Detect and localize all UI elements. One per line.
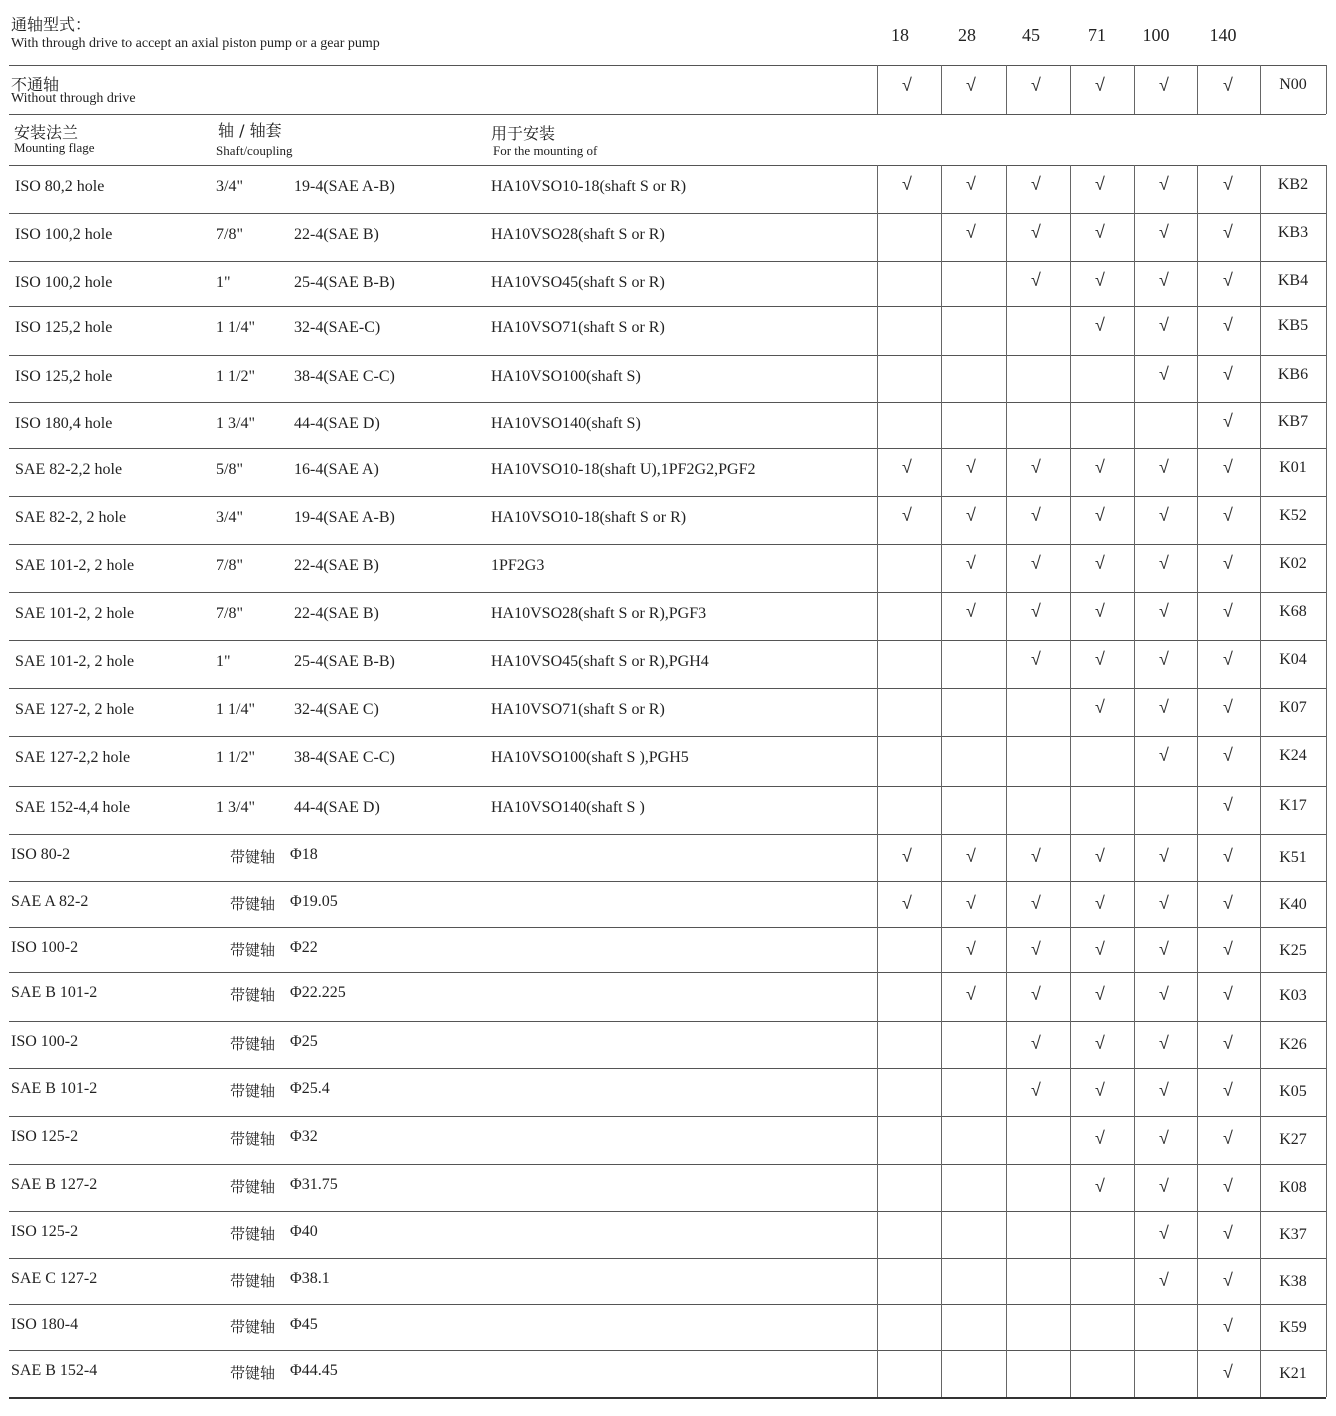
check-mark-71: √ <box>1095 939 1105 960</box>
row-divider <box>9 355 1326 356</box>
check-mark-140: √ <box>1223 270 1233 291</box>
check-mark-140: √ <box>1223 846 1233 867</box>
check-mark-18: √ <box>902 457 912 478</box>
shaft-size: 1" <box>216 653 231 670</box>
order-code: K51 <box>1279 849 1307 866</box>
row-divider <box>9 1397 1326 1399</box>
check-mark-28: √ <box>966 75 976 96</box>
shaft-diameter: Φ31.75 <box>290 1176 338 1193</box>
check-mark-18: √ <box>902 505 912 526</box>
order-code: K52 <box>1279 507 1307 524</box>
row-divider <box>9 1350 1326 1351</box>
mounting-flange: ISO 180-4 <box>11 1316 79 1333</box>
column-divider <box>1197 65 1198 114</box>
check-mark-100: √ <box>1159 222 1169 243</box>
check-mark-71: √ <box>1095 553 1105 574</box>
check-mark-18: √ <box>902 174 912 195</box>
column-divider <box>941 65 942 114</box>
check-mark-71: √ <box>1095 315 1105 336</box>
order-code: K40 <box>1279 896 1307 913</box>
check-mark-45: √ <box>1031 222 1041 243</box>
check-mark-140: √ <box>1223 222 1233 243</box>
check-mark-18: √ <box>902 75 912 96</box>
check-mark-100: √ <box>1159 1223 1169 1244</box>
column-divider <box>877 165 878 1397</box>
mounting-flange: SAE 152-4,4 hole <box>15 799 131 816</box>
order-code: K02 <box>1279 555 1307 572</box>
check-mark-45: √ <box>1031 553 1041 574</box>
mounting-target: HA10VSO10-18(shaft S or R) <box>491 509 687 526</box>
row-divider <box>9 972 1326 973</box>
col-use-en: For the mounting of <box>493 143 598 158</box>
check-mark-140: √ <box>1223 1033 1233 1054</box>
check-mark-140: √ <box>1223 1270 1233 1291</box>
check-mark-140: √ <box>1223 697 1233 718</box>
shaft-diameter: Φ45 <box>290 1316 318 1333</box>
column-divider <box>1134 165 1135 1397</box>
coupling-spec: 22-4(SAE B) <box>294 226 379 243</box>
check-mark-140: √ <box>1223 939 1233 960</box>
row-divider <box>9 786 1326 787</box>
size-100: 100 <box>1142 25 1170 45</box>
order-code: K25 <box>1279 942 1307 959</box>
check-mark-71: √ <box>1095 984 1105 1005</box>
check-mark-100: √ <box>1159 745 1169 766</box>
key-shaft-label: 带键轴 <box>230 1364 276 1382</box>
column-divider <box>1134 65 1135 114</box>
mounting-target: HA10VSO140(shaft S ) <box>491 799 645 816</box>
check-mark-100: √ <box>1159 697 1169 718</box>
check-mark-100: √ <box>1159 457 1169 478</box>
mounting-target: HA10VSO10-18(shaft S or R) <box>491 178 687 195</box>
check-mark-45: √ <box>1031 939 1041 960</box>
row-divider <box>9 261 1326 262</box>
check-mark-28: √ <box>966 505 976 526</box>
row-divider <box>9 65 1326 66</box>
check-mark-140: √ <box>1223 1316 1233 1337</box>
mounting-flange: SAE C 127-2 <box>11 1270 98 1287</box>
check-mark-140: √ <box>1223 315 1233 336</box>
check-mark-45: √ <box>1031 174 1041 195</box>
mounting-target: 1PF2G3 <box>491 557 545 574</box>
row-divider <box>9 1021 1326 1022</box>
order-code: K27 <box>1279 1131 1307 1148</box>
check-mark-140: √ <box>1223 1128 1233 1149</box>
check-mark-100: √ <box>1159 846 1169 867</box>
size-45: 45 <box>1022 25 1040 45</box>
coupling-spec: 19-4(SAE A-B) <box>294 509 395 526</box>
mounting-flange: SAE B 101-2 <box>11 984 98 1001</box>
no-through-label-en: Without through drive <box>11 91 136 106</box>
shaft-size: 3/4" <box>216 509 243 526</box>
col-flange-cn: 安装法兰 <box>14 123 79 142</box>
check-mark-140: √ <box>1223 174 1233 195</box>
check-mark-45: √ <box>1031 270 1041 291</box>
column-divider <box>941 165 942 1397</box>
check-mark-140: √ <box>1223 1080 1233 1101</box>
column-divider <box>1326 65 1327 114</box>
check-mark-140: √ <box>1223 411 1233 432</box>
row-divider <box>9 1258 1326 1259</box>
order-code: K08 <box>1279 1179 1307 1196</box>
row-divider <box>9 592 1326 593</box>
order-code: KB5 <box>1277 317 1309 334</box>
column-divider <box>1006 165 1007 1397</box>
check-mark-45: √ <box>1031 893 1041 914</box>
key-shaft-label: 带键轴 <box>230 1178 276 1196</box>
order-code: K21 <box>1279 1365 1307 1382</box>
check-mark-18: √ <box>902 846 912 867</box>
shaft-size: 1 1/2" <box>216 749 255 766</box>
row-divider <box>9 402 1326 403</box>
check-mark-71: √ <box>1095 1080 1105 1101</box>
check-mark-71: √ <box>1095 601 1105 622</box>
order-code: K68 <box>1279 603 1307 620</box>
column-divider <box>877 65 878 114</box>
key-shaft-label: 带键轴 <box>230 848 276 866</box>
order-code: K26 <box>1279 1036 1307 1053</box>
mounting-flange: SAE B 127-2 <box>11 1176 98 1193</box>
row-divider <box>9 881 1326 882</box>
row-divider <box>9 448 1326 449</box>
order-code: K05 <box>1279 1083 1307 1100</box>
mounting-target: HA10VSO28(shaft S or R) <box>491 226 665 243</box>
mounting-flange: ISO 125-2 <box>11 1223 79 1240</box>
check-mark-100: √ <box>1159 893 1169 914</box>
check-mark-28: √ <box>966 174 976 195</box>
no-through-label-cn: 不通轴 <box>11 75 60 94</box>
mounting-target: HA10VSO100(shaft S) <box>491 368 641 385</box>
check-mark-71: √ <box>1095 1176 1105 1197</box>
check-mark-71: √ <box>1095 1128 1105 1149</box>
shaft-diameter: Φ40 <box>290 1223 318 1240</box>
mounting-flange: ISO 100-2 <box>11 939 79 956</box>
check-mark-140: √ <box>1223 75 1233 96</box>
key-shaft-label: 带键轴 <box>230 1130 276 1148</box>
check-mark-71: √ <box>1095 222 1105 243</box>
check-mark-18: √ <box>902 893 912 914</box>
check-mark-28: √ <box>966 553 976 574</box>
mounting-flange: ISO 180,4 hole <box>15 415 113 432</box>
mounting-target: HA10VSO71(shaft S or R) <box>491 701 665 718</box>
column-divider <box>1197 165 1198 1397</box>
coupling-spec: 19-4(SAE A-B) <box>294 178 395 195</box>
shaft-size: 1" <box>216 274 231 291</box>
check-mark-45: √ <box>1031 984 1041 1005</box>
title-en: With through drive to accept an axial piston pump or a gear pump <box>11 36 380 51</box>
check-mark-28: √ <box>966 846 976 867</box>
row-divider <box>9 306 1326 307</box>
col-shaft-en: Shaft/coupling <box>216 143 293 158</box>
check-mark-140: √ <box>1223 984 1233 1005</box>
check-mark-100: √ <box>1159 364 1169 385</box>
check-mark-140: √ <box>1223 1176 1233 1197</box>
row-divider <box>9 736 1326 737</box>
row-divider <box>9 1211 1326 1212</box>
check-mark-100: √ <box>1159 270 1169 291</box>
order-code: KB7 <box>1277 413 1309 430</box>
col-flange-en: Mounting flage <box>14 140 95 155</box>
check-mark-71: √ <box>1095 649 1105 670</box>
check-mark-45: √ <box>1031 601 1041 622</box>
order-code: N00 <box>1279 76 1307 93</box>
title-cn: 通轴型式： <box>11 15 92 34</box>
shaft-size: 1 1/4" <box>216 319 255 336</box>
col-use-cn: 用于安装 <box>491 124 556 143</box>
check-mark-100: √ <box>1159 1176 1169 1197</box>
key-shaft-label: 带键轴 <box>230 1082 276 1100</box>
shaft-size: 7/8" <box>216 557 243 574</box>
check-mark-100: √ <box>1159 1033 1169 1054</box>
key-shaft-label: 带键轴 <box>230 1318 276 1336</box>
col-shaft-cn: 轴 / 轴套 <box>218 121 282 140</box>
check-mark-140: √ <box>1223 457 1233 478</box>
coupling-spec: 25-4(SAE B-B) <box>294 274 395 291</box>
check-mark-100: √ <box>1159 315 1169 336</box>
row-divider <box>9 1304 1326 1305</box>
check-mark-45: √ <box>1031 1080 1041 1101</box>
check-mark-71: √ <box>1095 893 1105 914</box>
check-mark-100: √ <box>1159 601 1169 622</box>
check-mark-71: √ <box>1095 697 1105 718</box>
row-divider <box>9 688 1326 689</box>
shaft-size: 7/8" <box>216 605 243 622</box>
order-code: K07 <box>1279 699 1307 716</box>
mounting-target: HA10VSO140(shaft S) <box>491 415 641 432</box>
row-divider <box>9 834 1326 835</box>
check-mark-71: √ <box>1095 846 1105 867</box>
size-71: 71 <box>1088 25 1106 45</box>
check-mark-28: √ <box>966 457 976 478</box>
check-mark-71: √ <box>1095 174 1105 195</box>
column-divider <box>1260 65 1261 114</box>
mounting-target: HA10VSO45(shaft S or R) <box>491 274 665 291</box>
check-mark-28: √ <box>966 601 976 622</box>
check-mark-100: √ <box>1159 649 1169 670</box>
check-mark-45: √ <box>1031 1033 1041 1054</box>
check-mark-71: √ <box>1095 75 1105 96</box>
key-shaft-label: 带键轴 <box>230 1035 276 1053</box>
mounting-target: HA10VSO10-18(shaft U),1PF2G2,PGF2 <box>491 461 756 478</box>
order-code: K04 <box>1279 651 1307 668</box>
shaft-diameter: Φ22.225 <box>290 984 346 1001</box>
row-divider <box>9 114 1326 115</box>
row-divider <box>9 496 1326 497</box>
check-mark-100: √ <box>1159 174 1169 195</box>
shaft-size: 1 1/4" <box>216 701 255 718</box>
mounting-target: HA10VSO45(shaft S or R),PGH4 <box>491 653 709 670</box>
coupling-spec: 38-4(SAE C-C) <box>294 749 395 766</box>
coupling-spec: 32-4(SAE C) <box>294 701 379 718</box>
check-mark-140: √ <box>1223 893 1233 914</box>
mounting-flange: SAE B 152-4 <box>11 1362 98 1379</box>
row-divider <box>9 640 1326 641</box>
order-code: K01 <box>1279 459 1307 476</box>
key-shaft-label: 带键轴 <box>230 941 276 959</box>
check-mark-140: √ <box>1223 364 1233 385</box>
check-mark-100: √ <box>1159 939 1169 960</box>
mounting-flange: SAE 127-2,2 hole <box>15 749 131 766</box>
mounting-target: HA10VSO28(shaft S or R),PGF3 <box>491 605 707 622</box>
coupling-spec: 16-4(SAE A) <box>294 461 379 478</box>
size-28: 28 <box>958 25 976 45</box>
mounting-flange: ISO 80-2 <box>11 846 71 863</box>
row-divider <box>9 544 1326 545</box>
shaft-diameter: Φ44.45 <box>290 1362 338 1379</box>
check-mark-100: √ <box>1159 75 1169 96</box>
column-divider <box>1260 165 1261 1397</box>
order-code: K59 <box>1279 1319 1307 1336</box>
coupling-spec: 44-4(SAE D) <box>294 415 380 432</box>
order-code: KB2 <box>1277 176 1309 193</box>
row-divider <box>9 1068 1326 1069</box>
order-code: K17 <box>1279 797 1307 814</box>
coupling-spec: 22-4(SAE B) <box>294 557 379 574</box>
check-mark-100: √ <box>1159 1128 1169 1149</box>
column-divider <box>1070 65 1071 114</box>
check-mark-71: √ <box>1095 457 1105 478</box>
check-mark-28: √ <box>966 984 976 1005</box>
shaft-diameter: Φ22 <box>290 939 318 956</box>
check-mark-71: √ <box>1095 1033 1105 1054</box>
mounting-flange: SAE A 82-2 <box>11 893 89 910</box>
check-mark-71: √ <box>1095 270 1105 291</box>
mounting-flange: SAE 82-2,2 hole <box>15 461 123 478</box>
column-divider <box>1070 165 1071 1397</box>
mounting-flange: ISO 125,2 hole <box>15 319 113 336</box>
order-code: K37 <box>1279 1226 1307 1243</box>
key-shaft-label: 带键轴 <box>230 1225 276 1243</box>
shaft-diameter: Φ25 <box>290 1033 318 1050</box>
mounting-flange: SAE B 101-2 <box>11 1080 98 1097</box>
key-shaft-label: 带键轴 <box>230 895 276 913</box>
check-mark-45: √ <box>1031 846 1041 867</box>
mounting-flange: ISO 100,2 hole <box>15 226 113 243</box>
shaft-size: 1 1/2" <box>216 368 255 385</box>
check-mark-140: √ <box>1223 601 1233 622</box>
check-mark-100: √ <box>1159 1080 1169 1101</box>
check-mark-140: √ <box>1223 745 1233 766</box>
order-code: KB6 <box>1277 366 1309 383</box>
check-mark-45: √ <box>1031 457 1041 478</box>
check-mark-28: √ <box>966 222 976 243</box>
shaft-diameter: Φ25.4 <box>290 1080 330 1097</box>
check-mark-45: √ <box>1031 75 1041 96</box>
mounting-target: HA10VSO71(shaft S or R) <box>491 319 665 336</box>
check-mark-100: √ <box>1159 505 1169 526</box>
check-mark-140: √ <box>1223 505 1233 526</box>
coupling-spec: 32-4(SAE-C) <box>294 319 381 336</box>
coupling-spec: 44-4(SAE D) <box>294 799 380 816</box>
coupling-spec: 38-4(SAE C-C) <box>294 368 395 385</box>
check-mark-140: √ <box>1223 553 1233 574</box>
mounting-flange: SAE 82-2, 2 hole <box>15 509 127 526</box>
mounting-flange: SAE 101-2, 2 hole <box>15 605 135 622</box>
check-mark-28: √ <box>966 893 976 914</box>
key-shaft-label: 带键轴 <box>230 986 276 1004</box>
mounting-flange: ISO 125,2 hole <box>15 368 113 385</box>
shaft-diameter: Φ18 <box>290 846 318 863</box>
check-mark-100: √ <box>1159 1270 1169 1291</box>
mounting-flange: SAE 101-2, 2 hole <box>15 653 135 670</box>
shaft-size: 5/8" <box>216 461 243 478</box>
row-divider <box>9 1164 1326 1165</box>
shaft-diameter: Φ19.05 <box>290 893 338 910</box>
coupling-spec: 22-4(SAE B) <box>294 605 379 622</box>
coupling-spec: 25-4(SAE B-B) <box>294 653 395 670</box>
shaft-size: 1 3/4" <box>216 415 255 432</box>
mounting-flange: ISO 100-2 <box>11 1033 79 1050</box>
check-mark-100: √ <box>1159 984 1169 1005</box>
row-divider <box>9 1116 1326 1117</box>
check-mark-140: √ <box>1223 649 1233 670</box>
order-code: KB3 <box>1277 224 1309 241</box>
shaft-size: 3/4" <box>216 178 243 195</box>
mounting-flange: SAE 127-2, 2 hole <box>15 701 135 718</box>
mounting-flange: SAE 101-2, 2 hole <box>15 557 135 574</box>
shaft-diameter: Φ38.1 <box>290 1270 330 1287</box>
mounting-flange: ISO 80,2 hole <box>15 178 105 195</box>
check-mark-140: √ <box>1223 795 1233 816</box>
mounting-target: HA10VSO100(shaft S ),PGH5 <box>491 749 689 766</box>
shaft-diameter: Φ32 <box>290 1128 318 1145</box>
row-divider <box>9 927 1326 928</box>
column-divider <box>1006 65 1007 114</box>
shaft-size: 7/8" <box>216 226 243 243</box>
row-divider <box>9 213 1326 214</box>
mounting-flange: ISO 100,2 hole <box>15 274 113 291</box>
order-code: K03 <box>1279 987 1307 1004</box>
order-code: KB4 <box>1277 272 1309 289</box>
column-divider <box>1326 165 1327 1397</box>
check-mark-71: √ <box>1095 505 1105 526</box>
row-divider <box>9 165 1326 166</box>
key-shaft-label: 带键轴 <box>230 1272 276 1290</box>
check-mark-45: √ <box>1031 505 1041 526</box>
check-mark-28: √ <box>966 939 976 960</box>
order-code: K24 <box>1279 747 1307 764</box>
check-mark-140: √ <box>1223 1223 1233 1244</box>
mounting-flange: ISO 125-2 <box>11 1128 79 1145</box>
check-mark-100: √ <box>1159 553 1169 574</box>
shaft-size: 1 3/4" <box>216 799 255 816</box>
check-mark-45: √ <box>1031 649 1041 670</box>
check-mark-140: √ <box>1223 1362 1233 1383</box>
order-code: K38 <box>1279 1273 1307 1290</box>
size-18: 18 <box>891 25 909 45</box>
size-140: 140 <box>1209 25 1237 45</box>
